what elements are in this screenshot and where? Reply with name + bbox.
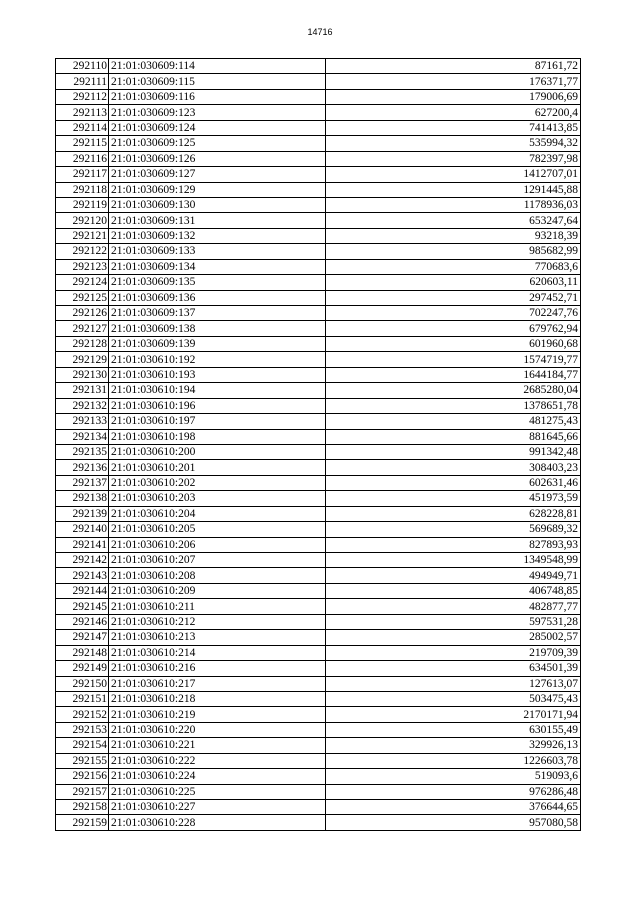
cadastral-value-cell: 308403,23: [326, 460, 581, 475]
table-row: [56, 661, 581, 676]
row-number-cell: 292120: [56, 213, 109, 228]
table-row: [56, 89, 581, 104]
cadastral-value-cell: 985682,99: [326, 244, 581, 259]
cadastral-number-cell: 21:01:030610:213: [109, 630, 326, 645]
cadastral-value-cell: 2170171,94: [326, 707, 581, 722]
table-row: [56, 275, 581, 290]
table-row: [56, 197, 581, 212]
cadastral-value-cell: 601960,68: [326, 336, 581, 351]
cadastral-number-cell: 21:01:030610:192: [109, 352, 326, 367]
table-row: [56, 800, 581, 815]
cadastral-value-cell: 219709,39: [326, 645, 581, 660]
cadastral-number-cell: 21:01:030610:216: [109, 661, 326, 676]
cadastral-value-cell: 827893,93: [326, 537, 581, 552]
cadastral-value-cell: 1349548,99: [326, 553, 581, 568]
row-number-cell: 292115: [56, 136, 109, 151]
row-number-cell: 292159: [56, 815, 109, 830]
cadastral-number-cell: 21:01:030610:217: [109, 676, 326, 691]
table-row: [56, 676, 581, 691]
row-number-cell: 292124: [56, 275, 109, 290]
table-row: [56, 583, 581, 598]
cadastral-number-cell: 21:01:030609:129: [109, 182, 326, 197]
cadastral-value-cell: 179006,69: [326, 89, 581, 104]
cadastral-value-cell: 770683,6: [326, 259, 581, 274]
cadastral-number-cell: 21:01:030610:200: [109, 444, 326, 459]
table-row: [56, 522, 581, 537]
cadastral-number-cell: 21:01:030610:222: [109, 753, 326, 768]
cadastral-number-cell: 21:01:030610:198: [109, 429, 326, 444]
row-number-cell: 292112: [56, 89, 109, 104]
table-row: [56, 105, 581, 120]
table-row: [56, 614, 581, 629]
row-number-cell: 292118: [56, 182, 109, 197]
table-row: [56, 738, 581, 753]
row-number-cell: 292154: [56, 738, 109, 753]
row-number-cell: 292127: [56, 321, 109, 336]
row-number-cell: 292152: [56, 707, 109, 722]
cadastral-number-cell: 21:01:030609:126: [109, 151, 326, 166]
cadastral-number-cell: 21:01:030609:139: [109, 336, 326, 351]
row-number-cell: 292132: [56, 398, 109, 413]
cadastral-number-cell: 21:01:030609:130: [109, 197, 326, 212]
cadastral-value-cell: 376644,65: [326, 800, 581, 815]
cadastral-number-cell: 21:01:030610:218: [109, 691, 326, 706]
cadastral-value-cell: 285002,57: [326, 630, 581, 645]
row-number-cell: 292153: [56, 722, 109, 737]
row-number-cell: 292157: [56, 784, 109, 799]
cadastral-number-cell: 21:01:030609:131: [109, 213, 326, 228]
cadastral-value-cell: 494949,71: [326, 568, 581, 583]
cadastral-value-cell: 1226603,78: [326, 753, 581, 768]
table-row: [56, 630, 581, 645]
row-number-cell: 292140: [56, 522, 109, 537]
cadastral-number-cell: 21:01:030609:116: [109, 89, 326, 104]
cadastral-value-cell: 519093,6: [326, 769, 581, 784]
cadastral-number-cell: 21:01:030609:115: [109, 74, 326, 89]
cadastral-number-cell: 21:01:030610:201: [109, 460, 326, 475]
cadastral-number-cell: 21:01:030610:196: [109, 398, 326, 413]
cadastral-number-cell: 21:01:030609:123: [109, 105, 326, 120]
row-number-cell: 292113: [56, 105, 109, 120]
row-number-cell: 292119: [56, 197, 109, 212]
table-row: [56, 120, 581, 135]
table-row: [56, 383, 581, 398]
cadastral-number-cell: 21:01:030610:205: [109, 522, 326, 537]
table-row: [56, 506, 581, 521]
cadastral-number-cell: 21:01:030609:133: [109, 244, 326, 259]
cadastral-value-cell: 976286,48: [326, 784, 581, 799]
row-number-cell: 292138: [56, 491, 109, 506]
cadastral-value-cell: 535994,32: [326, 136, 581, 151]
cadastral-value-cell: 451973,59: [326, 491, 581, 506]
cadastral-value-cell: 1178936,03: [326, 197, 581, 212]
table-row: [56, 352, 581, 367]
cadastral-value-cell: 127613,07: [326, 676, 581, 691]
cadastral-value-cell: 329926,13: [326, 738, 581, 753]
cadastral-number-cell: 21:01:030609:124: [109, 120, 326, 135]
table-row: [56, 367, 581, 382]
cadastral-value-cell: 1412707,01: [326, 167, 581, 182]
cadastral-value-cell: 741413,85: [326, 120, 581, 135]
cadastral-value-cell: 481275,43: [326, 414, 581, 429]
cadastral-number-cell: 21:01:030610:202: [109, 475, 326, 490]
cadastral-value-cell: 87161,72: [326, 59, 581, 74]
row-number-cell: 292143: [56, 568, 109, 583]
row-number-cell: 292116: [56, 151, 109, 166]
cadastral-value-cell: 406748,85: [326, 583, 581, 598]
table-row: [56, 336, 581, 351]
cadastral-number-cell: 21:01:030609:138: [109, 321, 326, 336]
row-number-cell: 292150: [56, 676, 109, 691]
cadastral-number-cell: 21:01:030610:220: [109, 722, 326, 737]
table-row: [56, 136, 581, 151]
cadastral-value-cell: 782397,98: [326, 151, 581, 166]
cadastral-number-cell: 21:01:030610:197: [109, 414, 326, 429]
cadastral-value-cell: 1291445,88: [326, 182, 581, 197]
row-number-cell: 292149: [56, 661, 109, 676]
cadastral-value-cell: 93218,39: [326, 228, 581, 243]
table-row: [56, 182, 581, 197]
cadastral-value-cell: 679762,94: [326, 321, 581, 336]
row-number-cell: 292133: [56, 414, 109, 429]
cadastral-value-cell: 881645,66: [326, 429, 581, 444]
row-number-cell: 292126: [56, 306, 109, 321]
cadastral-value-cell: 597531,28: [326, 614, 581, 629]
table-row: [56, 599, 581, 614]
cadastral-value-cell: 569689,32: [326, 522, 581, 537]
cadastral-number-cell: 21:01:030609:134: [109, 259, 326, 274]
cadastral-value-cell: 2685280,04: [326, 383, 581, 398]
table-row: [56, 259, 581, 274]
row-number-cell: 292111: [56, 74, 109, 89]
row-number-cell: 292136: [56, 460, 109, 475]
row-number-cell: 292156: [56, 769, 109, 784]
table-row: [56, 398, 581, 413]
table-row: [56, 784, 581, 799]
table-body: [56, 59, 581, 831]
cadastral-value-table: [55, 58, 581, 831]
cadastral-number-cell: 21:01:030610:224: [109, 769, 326, 784]
table-row: [56, 645, 581, 660]
cadastral-value-cell: 176371,77: [326, 74, 581, 89]
row-number-cell: 292117: [56, 167, 109, 182]
cadastral-value-cell: 634501,39: [326, 661, 581, 676]
cadastral-number-cell: 21:01:030610:206: [109, 537, 326, 552]
row-number-cell: 292123: [56, 259, 109, 274]
cadastral-number-cell: 21:01:030610:193: [109, 367, 326, 382]
cadastral-value-cell: 630155,49: [326, 722, 581, 737]
cadastral-number-cell: 21:01:030610:194: [109, 383, 326, 398]
row-number-cell: 292128: [56, 336, 109, 351]
cadastral-number-cell: 21:01:030609:136: [109, 290, 326, 305]
table-row: [56, 74, 581, 89]
table-row: [56, 553, 581, 568]
cadastral-number-cell: 21:01:030610:225: [109, 784, 326, 799]
table-row: [56, 491, 581, 506]
table-row: [56, 691, 581, 706]
table-row: [56, 815, 581, 830]
cadastral-number-cell: 21:01:030610:211: [109, 599, 326, 614]
row-number-cell: 292125: [56, 290, 109, 305]
cadastral-number-cell: 21:01:030610:209: [109, 583, 326, 598]
cadastral-value-cell: 1574719,77: [326, 352, 581, 367]
cadastral-value-cell: 702247,76: [326, 306, 581, 321]
row-number-cell: 292130: [56, 367, 109, 382]
page-number: 14716: [307, 27, 333, 37]
row-number-cell: 292139: [56, 506, 109, 521]
table-row: [56, 722, 581, 737]
table-row: [56, 306, 581, 321]
row-number-cell: 292131: [56, 383, 109, 398]
cadastral-value-cell: 991342,48: [326, 444, 581, 459]
table-row: [56, 290, 581, 305]
table-row: [56, 321, 581, 336]
row-number-cell: 292147: [56, 630, 109, 645]
cadastral-value-cell: 602631,46: [326, 475, 581, 490]
row-number-cell: 292151: [56, 691, 109, 706]
cadastral-number-cell: 21:01:030609:137: [109, 306, 326, 321]
cadastral-value-cell: 957080,58: [326, 815, 581, 830]
cadastral-value-cell: 627200,4: [326, 105, 581, 120]
cadastral-number-cell: 21:01:030609:135: [109, 275, 326, 290]
table-row: [56, 753, 581, 768]
cadastral-value-cell: 1644184,77: [326, 367, 581, 382]
cadastral-number-cell: 21:01:030610:204: [109, 506, 326, 521]
row-number-cell: 292122: [56, 244, 109, 259]
row-number-cell: 292142: [56, 553, 109, 568]
row-number-cell: 292134: [56, 429, 109, 444]
cadastral-number-cell: 21:01:030610:219: [109, 707, 326, 722]
cadastral-value-cell: 628228,81: [326, 506, 581, 521]
table-row: [56, 167, 581, 182]
row-number-cell: 292129: [56, 352, 109, 367]
table-row: [56, 213, 581, 228]
row-number-cell: 292144: [56, 583, 109, 598]
cadastral-number-cell: 21:01:030609:127: [109, 167, 326, 182]
table-row: [56, 228, 581, 243]
table-row: [56, 429, 581, 444]
cadastral-number-cell: 21:01:030610:208: [109, 568, 326, 583]
row-number-cell: 292114: [56, 120, 109, 135]
cadastral-number-cell: 21:01:030609:114: [109, 59, 326, 74]
cadastral-value-cell: 653247,64: [326, 213, 581, 228]
cadastral-number-cell: 21:01:030610:212: [109, 614, 326, 629]
cadastral-value-cell: 620603,11: [326, 275, 581, 290]
table-row: [56, 151, 581, 166]
table-row: [56, 707, 581, 722]
cadastral-number-cell: 21:01:030610:221: [109, 738, 326, 753]
row-number-cell: 292148: [56, 645, 109, 660]
cadastral-number-cell: 21:01:030610:207: [109, 553, 326, 568]
row-number-cell: 292155: [56, 753, 109, 768]
row-number-cell: 292135: [56, 444, 109, 459]
row-number-cell: 292146: [56, 614, 109, 629]
table-row: [56, 537, 581, 552]
cadastral-number-cell: 21:01:030610:227: [109, 800, 326, 815]
cadastral-number-cell: 21:01:030609:125: [109, 136, 326, 151]
row-number-cell: 292121: [56, 228, 109, 243]
cadastral-number-cell: 21:01:030610:214: [109, 645, 326, 660]
cadastral-value-cell: 1378651,78: [326, 398, 581, 413]
table-row: [56, 568, 581, 583]
row-number-cell: 292145: [56, 599, 109, 614]
table-row: [56, 460, 581, 475]
row-number-cell: 292141: [56, 537, 109, 552]
cadastral-value-cell: 503475,43: [326, 691, 581, 706]
table-row: [56, 414, 581, 429]
row-number-cell: 292158: [56, 800, 109, 815]
row-number-cell: 292110: [56, 59, 109, 74]
table-row: [56, 244, 581, 259]
cadastral-value-cell: 297452,71: [326, 290, 581, 305]
cadastral-value-cell: 482877,77: [326, 599, 581, 614]
table-row: [56, 475, 581, 490]
cadastral-number-cell: 21:01:030610:203: [109, 491, 326, 506]
cadastral-number-cell: 21:01:030609:132: [109, 228, 326, 243]
table-row: [56, 444, 581, 459]
row-number-cell: 292137: [56, 475, 109, 490]
table-row: [56, 769, 581, 784]
cadastral-number-cell: 21:01:030610:228: [109, 815, 326, 830]
table-row: [56, 59, 581, 74]
